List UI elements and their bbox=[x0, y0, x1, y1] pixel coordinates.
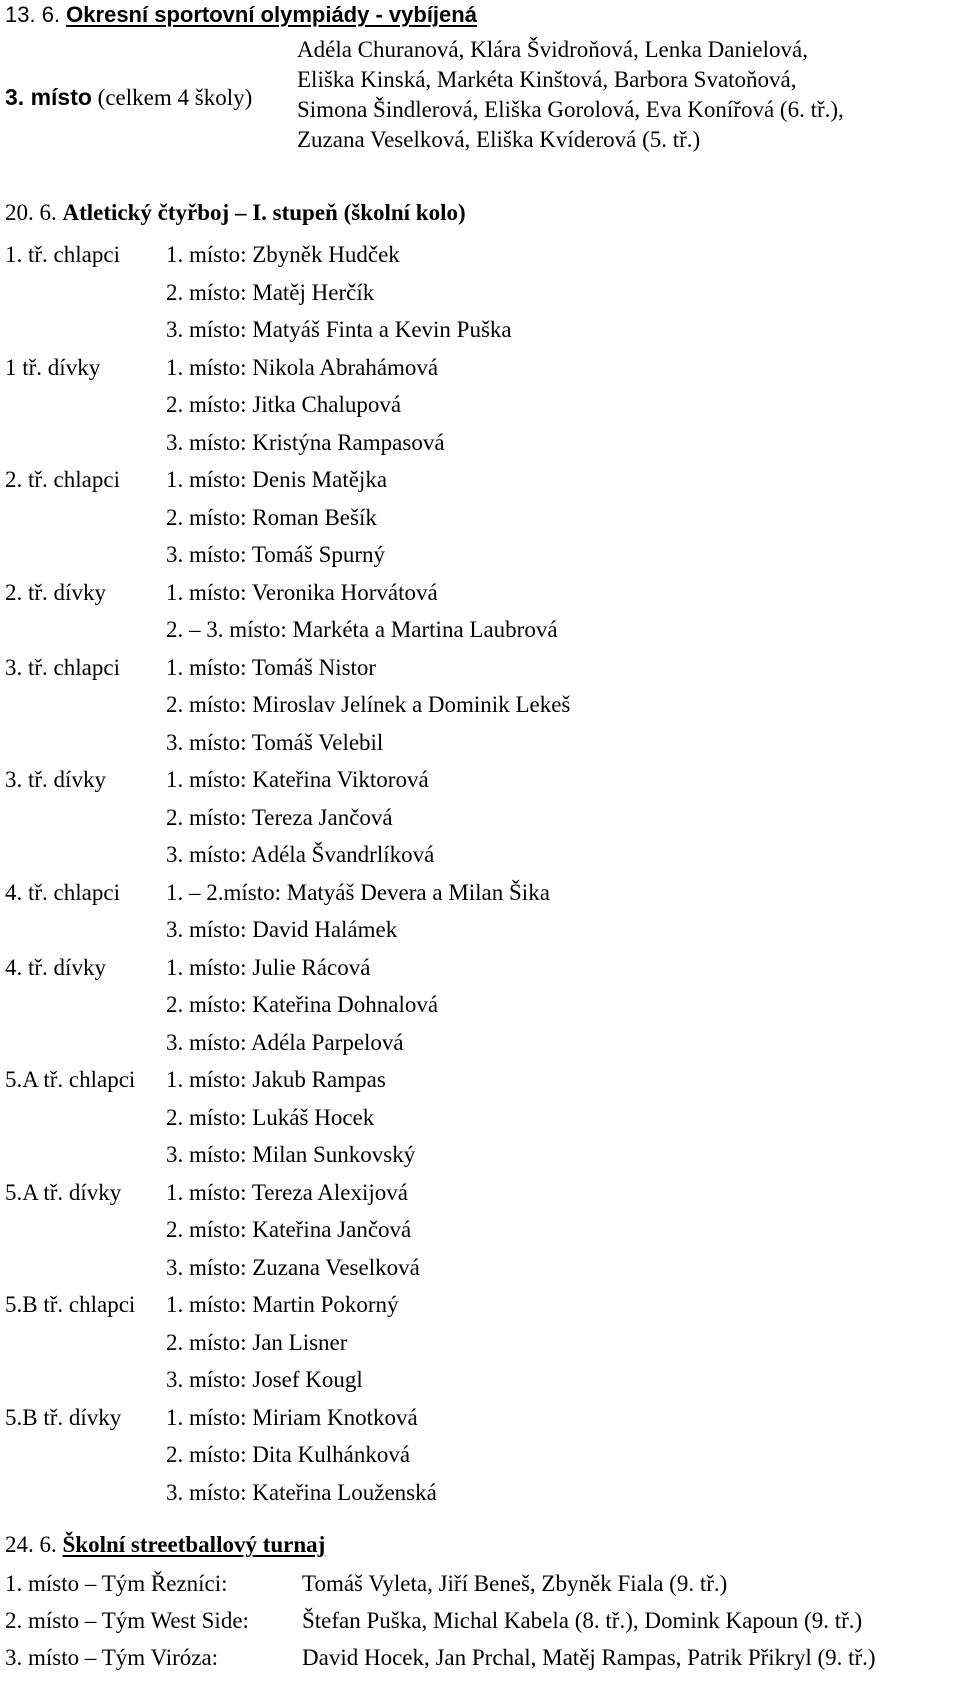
result-row bbox=[5, 1211, 905, 1249]
result-row bbox=[5, 349, 905, 387]
result-placement: 1. místo: Veronika Horvátová bbox=[166, 579, 438, 605]
result-row bbox=[5, 424, 905, 462]
result-placement: 3. místo: Josef Kougl bbox=[166, 1367, 363, 1392]
team-placement: 2. místo – Tým West Side: bbox=[5, 1608, 249, 1633]
result-placement: 1. místo: Zbyněk Hudček bbox=[166, 242, 400, 267]
section1-names-line: Simona Šindlerová, Eliška Gorolová, Eva Konířová (6. tř.), bbox=[297, 97, 844, 122]
section1-names-line: Eliška Kinská, Markéta Kinštová, Barbora Svatoňová, bbox=[297, 67, 797, 92]
section1-place-note: (celkem 4 školy) bbox=[97, 85, 253, 110]
section3-title: Školní streetballový turnaj bbox=[62, 1532, 326, 1557]
result-row bbox=[5, 1361, 905, 1399]
result-category: 3. tř. chlapci bbox=[5, 654, 120, 680]
result-row bbox=[5, 499, 905, 537]
result-row bbox=[5, 311, 905, 349]
section3-heading bbox=[5, 1532, 325, 1558]
section1-heading bbox=[5, 2, 477, 28]
result-placement: 3. místo: Matyáš Finta a Kevin Puška bbox=[166, 317, 512, 342]
result-placement: 2. místo: Kateřina Dohnalová bbox=[166, 992, 439, 1017]
result-placement: 1. místo: Denis Matějka bbox=[166, 467, 388, 492]
result-placement: 1. – 2.místo: Matyáš Devera a Milan Šika bbox=[166, 879, 550, 905]
result-row bbox=[5, 1174, 905, 1212]
result-category: 5.A tř. dívky bbox=[5, 1179, 122, 1205]
result-row bbox=[5, 236, 905, 274]
result-category: 3. tř. dívky bbox=[5, 767, 106, 792]
result-placement: 1. místo: Martin Pokorný bbox=[166, 1292, 399, 1317]
team-members: Tomáš Vyleta, Jiří Beneš, Zbyněk Fiala (9. tř.) bbox=[302, 1571, 728, 1596]
result-placement: 2. místo: Matěj Herčík bbox=[166, 279, 375, 305]
result-row bbox=[5, 799, 905, 837]
result-placement: 2. místo: Dita Kulhánková bbox=[166, 1442, 411, 1467]
section1-place-label bbox=[5, 84, 252, 111]
result-row bbox=[5, 836, 905, 874]
result-placement: 2. místo: Jitka Chalupová bbox=[166, 392, 402, 417]
result-placement: 3. místo: David Halámek bbox=[166, 917, 398, 942]
team-placement: 1. místo – Tým Řezníci: bbox=[5, 1571, 228, 1596]
section2-heading bbox=[5, 200, 466, 226]
result-placement: 2. místo: Kateřina Jančová bbox=[166, 1217, 412, 1242]
section1-date: 13. 6. bbox=[5, 2, 61, 27]
result-placement: 2. místo: Roman Bešík bbox=[166, 504, 377, 530]
result-placement: 1. místo: Tereza Alexijová bbox=[166, 1179, 408, 1205]
result-placement: 3. místo: Zuzana Veselková bbox=[166, 1254, 420, 1280]
result-row bbox=[5, 1024, 905, 1062]
result-placement: 1. místo: Nikola Abrahámová bbox=[166, 354, 439, 380]
teams-list bbox=[5, 1565, 945, 1676]
results-list bbox=[5, 236, 905, 1511]
result-placement: 2. – 3. místo: Markéta a Martina Laubrová bbox=[166, 617, 558, 642]
result-row bbox=[5, 386, 905, 424]
result-placement: 1. místo: Miriam Knotková bbox=[166, 1404, 418, 1430]
team-members: David Hocek, Jan Prchal, Matěj Rampas, Patrik Přikryl (9. tř.) bbox=[302, 1645, 876, 1670]
team-row bbox=[5, 1565, 945, 1602]
section2-title: Atletický čtyřboj – I. stupeň (školní kolo) bbox=[62, 200, 466, 225]
result-row bbox=[5, 1324, 905, 1362]
team-row bbox=[5, 1602, 945, 1639]
result-placement: 3. místo: Milan Sunkovský bbox=[166, 1142, 416, 1167]
result-placement: 2. místo: Lukáš Hocek bbox=[166, 1104, 375, 1130]
team-placement: 3. místo – Tým Viróza: bbox=[5, 1645, 219, 1670]
result-placement: 1. místo: Jakub Rampas bbox=[166, 1067, 386, 1092]
result-placement: 3. místo: Adéla Parpelová bbox=[166, 1029, 404, 1055]
result-row bbox=[5, 686, 905, 724]
result-category: 2. tř. chlapci bbox=[5, 467, 120, 492]
section1-names-line: Zuzana Veselková, Eliška Kvíderová (5. tř.) bbox=[297, 127, 701, 152]
result-row bbox=[5, 649, 905, 687]
result-placement: 2. místo: Tereza Jančová bbox=[166, 804, 393, 830]
result-row bbox=[5, 874, 905, 912]
result-row bbox=[5, 911, 905, 949]
result-placement: 3. místo: Kateřina Louženská bbox=[166, 1479, 437, 1505]
result-row bbox=[5, 1474, 905, 1512]
section1-names-line: Adéla Churanová, Klára Švidroňová, Lenka Danielová, bbox=[297, 37, 808, 62]
result-row bbox=[5, 1436, 905, 1474]
section1-team-names bbox=[297, 35, 937, 155]
result-category: 4. tř. chlapci bbox=[5, 879, 120, 905]
section1-title: Okresní sportovní olympiády - vybíjená bbox=[66, 2, 477, 27]
result-row bbox=[5, 1136, 905, 1174]
result-row bbox=[5, 1061, 905, 1099]
result-placement: 3. místo: Kristýna Rampasová bbox=[166, 429, 445, 455]
result-placement: 1. místo: Kateřina Viktorová bbox=[166, 767, 429, 792]
result-row bbox=[5, 1099, 905, 1137]
result-row bbox=[5, 986, 905, 1024]
result-category: 1 tř. dívky bbox=[5, 354, 101, 380]
result-row bbox=[5, 724, 905, 762]
result-row bbox=[5, 1286, 905, 1324]
result-placement: 2. místo: Jan Lisner bbox=[166, 1329, 348, 1355]
result-row bbox=[5, 536, 905, 574]
result-category: 5.B tř. dívky bbox=[5, 1404, 122, 1430]
section3-date: 24. 6. bbox=[5, 1532, 57, 1557]
team-row bbox=[5, 1639, 945, 1676]
team-members: Štefan Puška, Michal Kabela (8. tř.), Domink Kapoun (9. tř.) bbox=[302, 1608, 863, 1633]
result-placement: 2. místo: Miroslav Jelínek a Dominik Lekeš bbox=[166, 692, 571, 717]
result-category: 2. tř. dívky bbox=[5, 579, 106, 605]
result-row bbox=[5, 1399, 905, 1437]
result-row bbox=[5, 274, 905, 312]
result-row bbox=[5, 1249, 905, 1287]
result-row bbox=[5, 611, 905, 649]
result-placement: 1. místo: Julie Rácová bbox=[166, 954, 371, 980]
result-placement: 3. místo: Tomáš Spurný bbox=[166, 542, 386, 567]
result-category: 1. tř. chlapci bbox=[5, 242, 120, 267]
section1-place: 3. místo bbox=[5, 84, 92, 110]
result-row bbox=[5, 761, 905, 799]
result-category: 5.B tř. chlapci bbox=[5, 1292, 136, 1317]
result-row bbox=[5, 574, 905, 612]
section2-date: 20. 6. bbox=[5, 200, 57, 225]
result-placement: 3. místo: Adéla Švandrlíková bbox=[166, 842, 435, 867]
result-category: 4. tř. dívky bbox=[5, 954, 106, 980]
result-category: 5.A tř. chlapci bbox=[5, 1067, 136, 1092]
result-row bbox=[5, 949, 905, 987]
result-placement: 3. místo: Tomáš Velebil bbox=[166, 729, 384, 755]
result-placement: 1. místo: Tomáš Nistor bbox=[166, 654, 377, 680]
result-row bbox=[5, 461, 905, 499]
